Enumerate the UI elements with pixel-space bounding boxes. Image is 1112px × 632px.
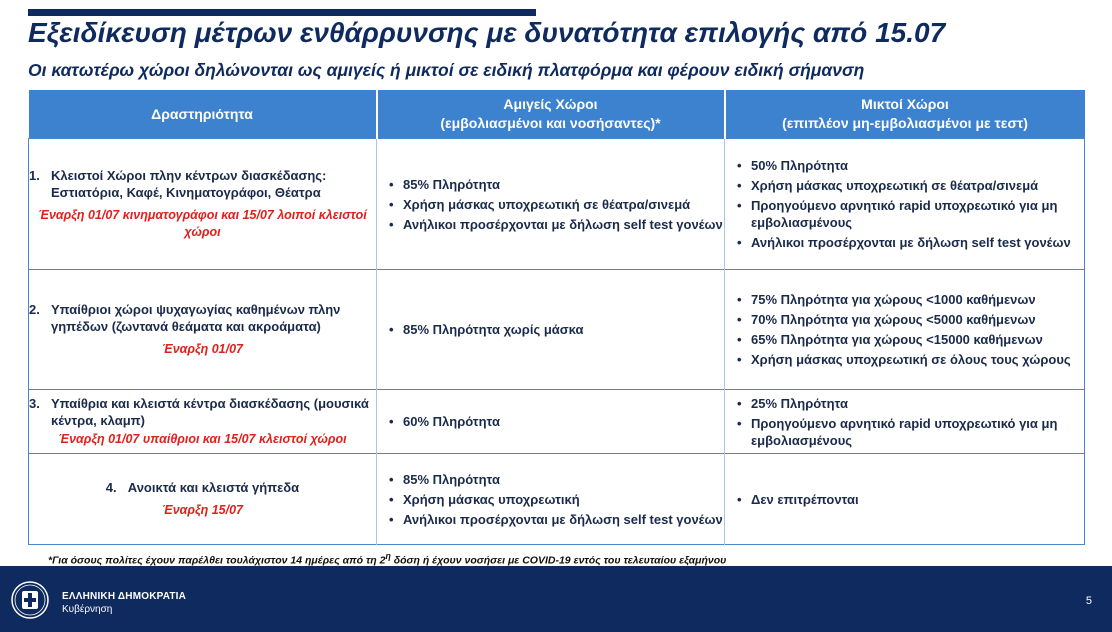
gov-label: Κυβέρνηση	[62, 604, 113, 615]
start-date-note: Έναρξη 01/07	[162, 342, 243, 356]
activity-label: Κλειστοί Χώροι πλην κέντρων διασκέδασης: Εστιατόρια, Καφέ, Κινηματογράφοι, Θέατρα	[51, 168, 327, 200]
mixed-cell	[725, 390, 1085, 454]
row-number: 4.	[105, 480, 117, 495]
row-number: 2.	[29, 302, 40, 317]
pure-cell	[377, 270, 725, 390]
list-item: • Χρήση μάσκας υποχρεωτική	[389, 491, 724, 508]
header-pure-spaces: Αμιγείς Χώροι (εμβολιασμένοι και νοσήσαντες)*	[377, 90, 725, 139]
org-name: ΕΛΛΗΝΙΚΗ ΔΗΜΟΚΡΑΤΙΑ	[62, 591, 187, 602]
activity-label: Υπαίθρια και κλειστά κέντρα διασκέδασης (μουσικά κέντρα, κλαμπ)	[51, 396, 369, 428]
table-row	[29, 390, 1085, 454]
mixed-cell	[725, 454, 1085, 545]
list-item: • Προηγούμενο αρνητικό rapid υποχρεωτικό για μη εμβολιασμένους	[737, 197, 1084, 231]
list-item: • 75% Πληρότητα για χώρους <1000 καθήμενων	[737, 291, 1084, 308]
greek-emblem-icon	[10, 580, 50, 620]
list-item: • 50% Πληρότητα	[737, 157, 1084, 174]
list-item: • 85% Πληρότητα χωρίς μάσκα	[389, 321, 724, 338]
table-row	[29, 139, 1085, 270]
start-date-note: Έναρξη 01/07 κινηματογράφοι και 15/07 λοιποί κλειστοί χώροι	[38, 208, 367, 239]
list-item: • Ανήλικοι προσέρχονται με δήλωση self test γονέων	[389, 216, 724, 233]
list-item: • Χρήση μάσκας υποχρεωτική σε όλους τους χώρους	[737, 351, 1084, 368]
list-item: • 60% Πληρότητα	[389, 413, 724, 430]
list-item: • 85% Πληρότητα	[389, 176, 724, 193]
activity-cell	[29, 454, 377, 545]
activity-cell	[29, 390, 377, 454]
list-item: • 65% Πληρότητα για χώρους <15000 καθήμενων	[737, 331, 1084, 348]
table-row	[29, 270, 1085, 390]
activity-label: Υπαίθριοι χώροι ψυχαγωγίας καθημένων πλην γηπέδων (ζωντανά θεάματα και ακροάματα)	[51, 302, 341, 334]
start-date-note: Έναρξη 01/07 υπαίθριοι και 15/07 κλειστοί χώροι	[58, 432, 347, 446]
page-subtitle: Οι κατωτέρω χώροι δηλώνονται ως αμιγείς ή μικτοί σε ειδική πλατφόρμα και φέρουν ειδική σήμανση	[28, 60, 865, 80]
pure-cell	[377, 454, 725, 545]
page-number: 5	[1085, 595, 1092, 607]
list-item: • 85% Πληρότητα	[389, 471, 724, 488]
list-item: • Προηγούμενο αρνητικό rapid υποχρεωτικό για μη εμβολιασμένους	[737, 415, 1084, 449]
page-title: Εξειδίκευση μέτρων ενθάρρυνσης με δυνατότητα επιλογής από 15.07	[28, 17, 946, 48]
table-row	[29, 454, 1085, 545]
row-number: 3.	[29, 396, 40, 411]
mixed-cell	[725, 139, 1085, 270]
footnote: *Για όσους πολίτες έχουν παρέλθει τουλάχιστον 14 ημέρες από τη $2^\eta$ δόση ή έχουν νοσήσει με COVID-19 εντός του τελευταίου εξαμήνου	[48, 551, 727, 567]
activity-label: Ανοικτά και κλειστά γήπεδα	[127, 480, 300, 495]
list-item: • Ανήλικοι προσέρχονται με δήλωση self test γονέων	[389, 511, 724, 528]
pure-cell	[377, 139, 725, 270]
mixed-cell	[725, 270, 1085, 390]
row-number: 1.	[29, 168, 40, 183]
activity-cell	[29, 270, 377, 390]
list-item: • Χρήση μάσκας υποχρεωτική σε θέατρα/σινεμά	[737, 177, 1084, 194]
list-item: • Ανήλικοι προσέρχονται με δήλωση self test γονέων	[737, 234, 1084, 251]
start-date-note: Έναρξη 15/07	[162, 503, 243, 517]
list-item: • 70% Πληρότητα για χώρους <5000 καθήμενων	[737, 311, 1084, 328]
pure-cell	[377, 390, 725, 454]
measures-table	[28, 90, 1085, 545]
title-accent-bar	[28, 9, 536, 16]
list-item: • Δεν επιτρέπονται	[737, 491, 1084, 508]
activity-cell	[29, 139, 377, 270]
header-mixed-spaces: Μικτοί Χώροι (επιπλέον μη-εμβολιασμένοι με τεστ)	[725, 90, 1085, 139]
list-item: • Χρήση μάσκας υποχρεωτική σε θέατρα/σινεμά	[389, 196, 724, 213]
footer-bar	[0, 566, 1112, 632]
table-header-row	[29, 90, 1085, 139]
list-item: • 25% Πληρότητα	[737, 395, 1084, 412]
header-activity: Δραστηριότητα	[29, 90, 377, 139]
